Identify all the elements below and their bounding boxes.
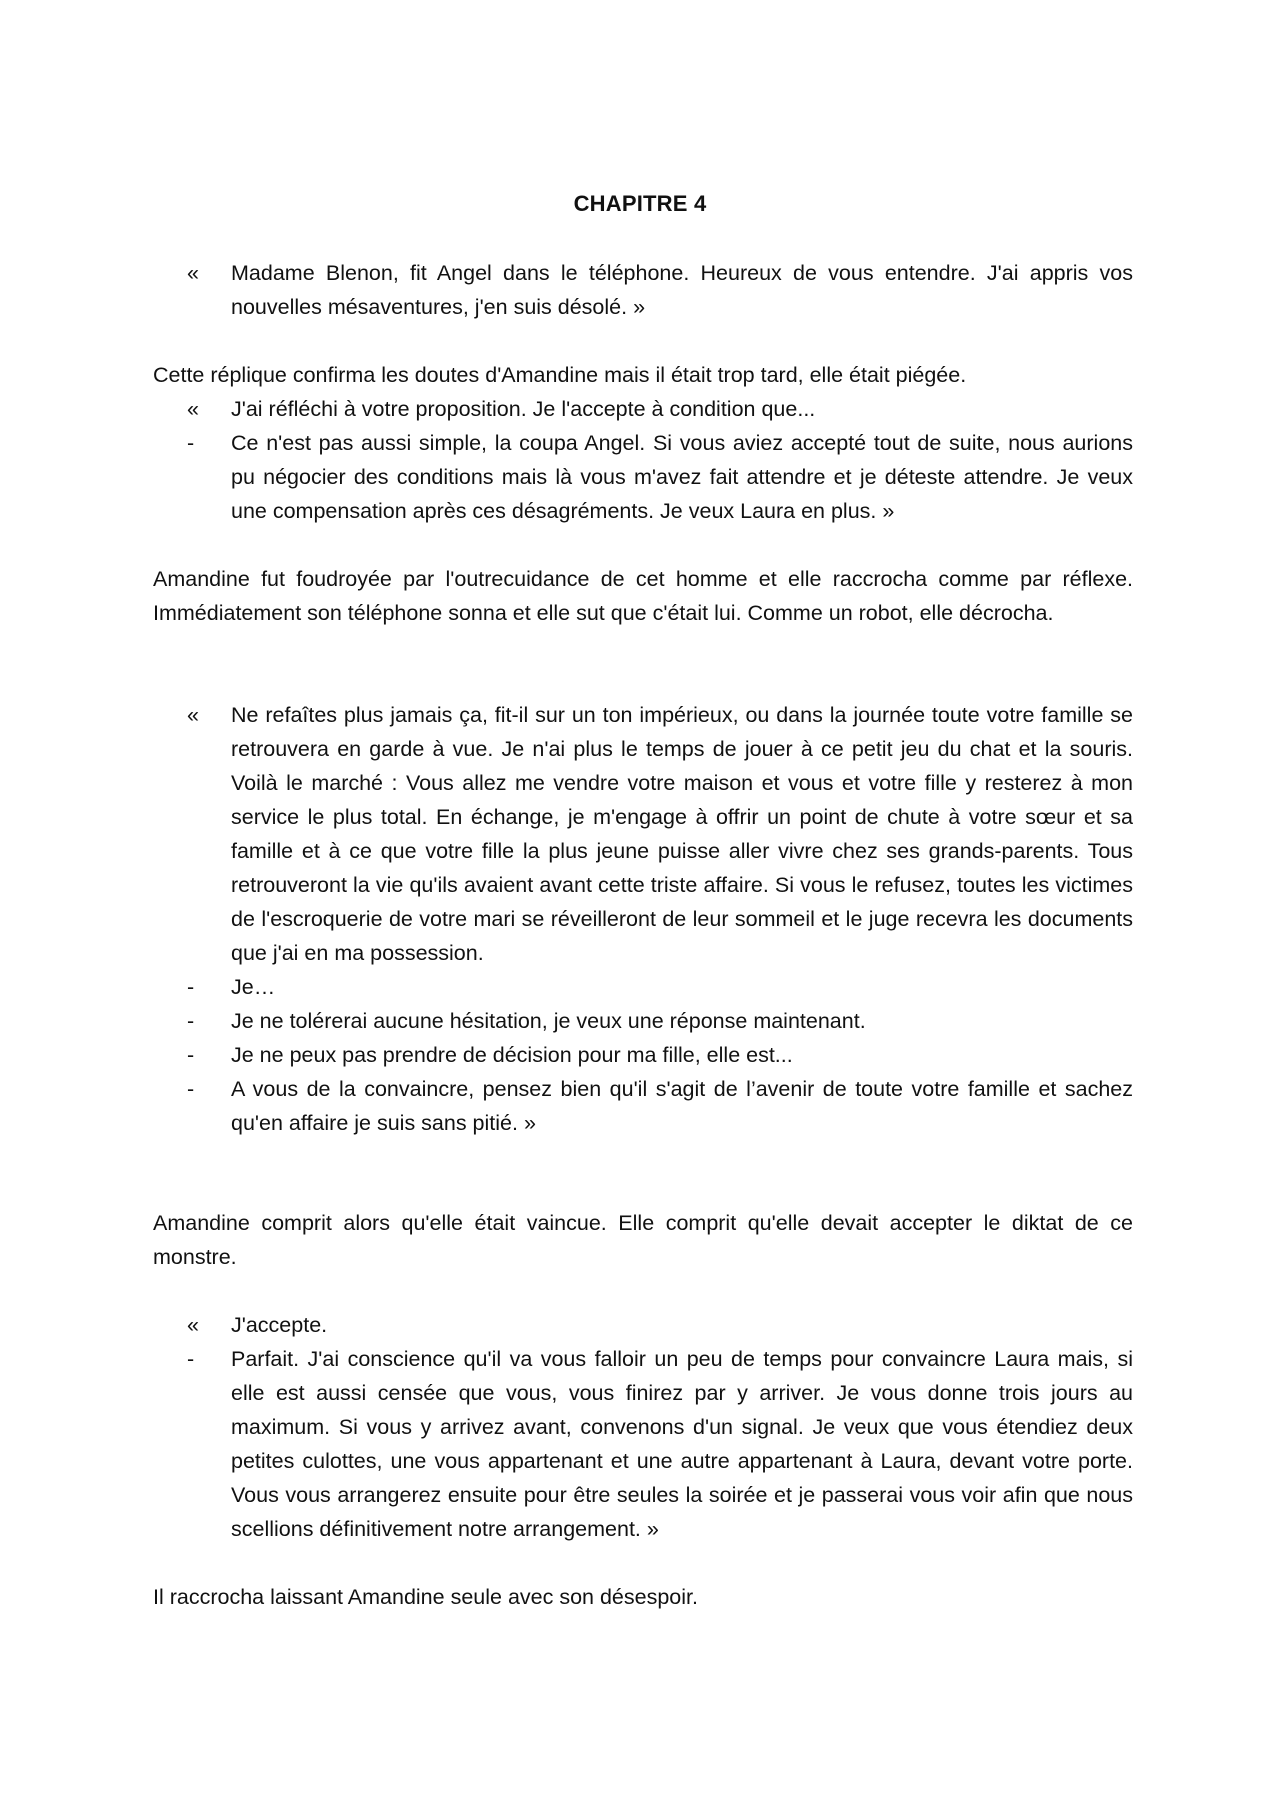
paragraph-text: Cette réplique confirma les doutes d'Amandine mais il était trop tard, elle était piégée. (153, 363, 967, 387)
narrative-paragraph (153, 562, 1133, 630)
dialogue-block (153, 392, 1133, 528)
dialogue-line (153, 1004, 1133, 1038)
narrative-paragraph (153, 1206, 1133, 1274)
quote-mark: « (187, 1313, 199, 1337)
narrative-paragraph (153, 358, 1133, 392)
dialogue-text: Ce n'est pas aussi simple, la coupa Angel. Si vous aviez accepté tout de suite, nous aurions pu négocier des conditions mais là vous m'avez fait attendre et je déteste attendre. Je veux une compensation après ces désagréments. Je veux Laura en plus. » (231, 431, 1133, 523)
quote-mark: « (187, 261, 199, 285)
dialogue-line (153, 1038, 1133, 1072)
narrative-paragraph (153, 1580, 1133, 1614)
chapter-title: CHAPITRE 4 (573, 191, 707, 216)
dialogue-text: Parfait. J'ai conscience qu'il va vous falloir un peu de temps pour convaincre Laura mais, si elle est aussi censée que vous, vous finirez par y arriver. Je vous donne trois jours au maximum. Si vous y arrivez avant, convenons d'un signal. Je veux que vous étendiez deux petites culottes, une vous appartenant et une autre appartenant à Laura, devant votre porte. Vous vous arrangerez ensuite pour être seules la soirée et je passerai vous voir afin que nous scellions définitivement notre arrangement. » (231, 1347, 1133, 1541)
dash-mark: - (187, 1077, 195, 1101)
dialogue-line (153, 698, 1133, 970)
dialogue-text: Je ne peux pas prendre de décision pour ma fille, elle est... (231, 1043, 793, 1067)
dialogue-line (153, 256, 1133, 324)
dialogue-line (153, 426, 1133, 528)
dash-mark: - (187, 975, 195, 999)
dialogue-text: Madame Blenon, fit Angel dans le téléphone. Heureux de vous entendre. J'ai appris vos nouvelles mésaventures, j'en suis désolé. » (231, 261, 1133, 319)
dash-mark: - (187, 1347, 195, 1371)
dialogue-text: J'ai réfléchi à votre proposition. Je l'accepte à condition que... (231, 397, 816, 421)
dialogue-line (153, 1342, 1133, 1546)
dash-mark: - (187, 1043, 195, 1067)
dash-mark: - (187, 1009, 195, 1033)
dialogue-text: Je… (231, 975, 276, 999)
paragraph-text: Il raccrocha laissant Amandine seule avec son désespoir. (153, 1585, 698, 1609)
dialogue-text: Ne refaîtes plus jamais ça, fit-il sur un ton impérieux, ou dans la journée toute votre famille se retrouvera en garde à vue. Je n'ai plus le temps de jouer à ce petit jeu du chat et la souris. Voilà le marché : Vous allez me vendre votre maison et vous et votre fille y resterez à mon service le plus total. En échange, je m'engage à offrir un point de chute à votre sœur et sa famille et à ce que votre fille la plus jeune puisse aller vivre chez ses grands-parents. Tous retrouveront la vie qu'ils avaient avant cette triste affaire. Si vous le refusez, toutes les victimes de l'escroquerie de votre mari se réveilleront de leur sommeil et le juge recevra les documents que j'ai en ma possession. (231, 703, 1133, 965)
paragraph-text: Amandine fut foudroyée par l'outrecuidance de cet homme et elle raccrocha comme par réflexe. Immédiatement son téléphone sonna et elle sut que c'était lui. Comme un robot, elle décrocha. (153, 567, 1133, 625)
paragraph-text: Amandine comprit alors qu'elle était vaincue. Elle comprit qu'elle devait accepter le diktat de ce monstre. (153, 1211, 1133, 1269)
dialogue-text: Je ne tolérerai aucune hésitation, je veux une réponse maintenant. (231, 1009, 866, 1033)
dialogue-text: J'accepte. (231, 1313, 328, 1337)
dialogue-block (153, 1308, 1133, 1546)
dialogue-text: A vous de la convaincre, pensez bien qu'il s'agit de l’avenir de toute votre famille et sachez qu'en affaire je suis sans pitié. » (231, 1077, 1133, 1135)
dialogue-block (153, 256, 1133, 324)
dialogue-line (153, 1308, 1133, 1342)
quote-mark: « (187, 703, 199, 727)
dialogue-line (153, 1072, 1133, 1140)
quote-mark: « (187, 397, 199, 421)
dialogue-line (153, 970, 1133, 1004)
dash-mark: - (187, 431, 195, 455)
dialogue-block (153, 698, 1133, 1140)
dialogue-line (153, 392, 1133, 426)
